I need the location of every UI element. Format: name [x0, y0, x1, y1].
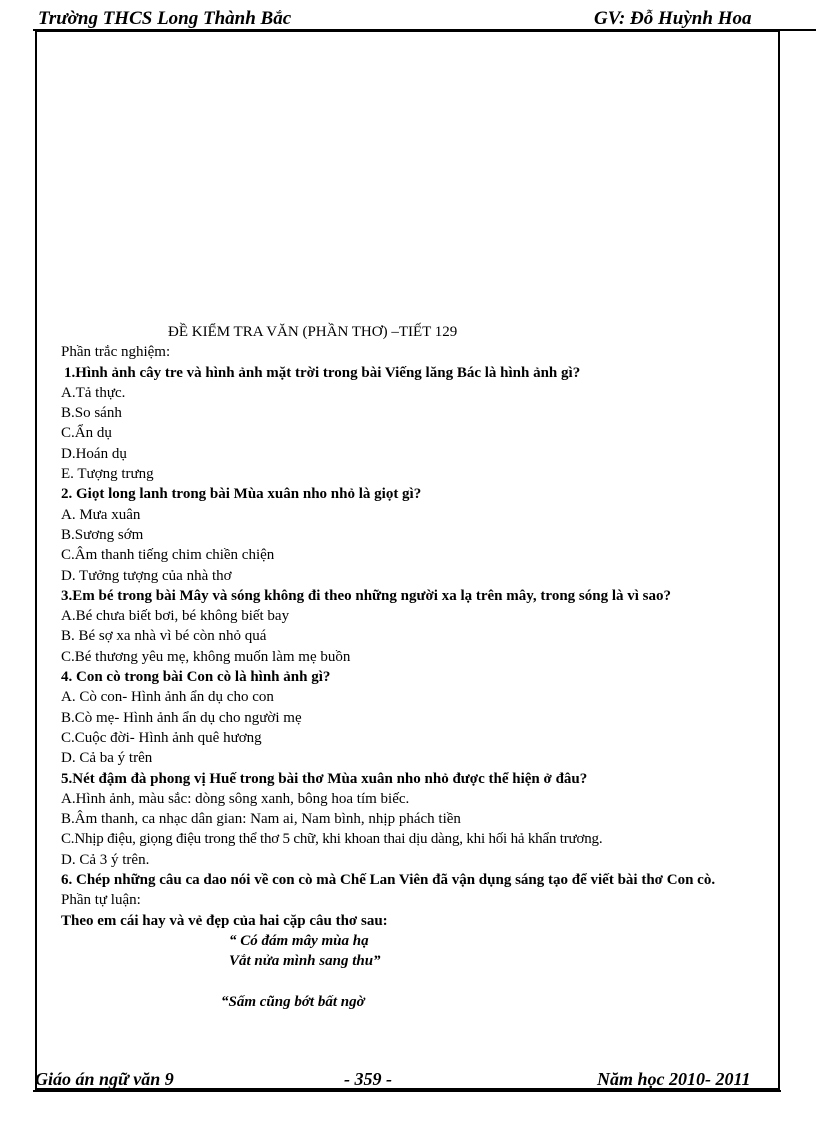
- mc-section-heading: Phần trắc nghiệm:: [61, 344, 171, 361]
- q1-option-b: B.So sánh: [61, 405, 122, 422]
- question-4: 4. Con cò trong bài Con cò là hình ảnh gì?: [61, 669, 331, 686]
- footer-rule: [33, 1090, 781, 1092]
- poem-line-3: “Sấm cũng bớt bất ngờ: [221, 993, 365, 1010]
- q4-option-b: B.Cò mẹ- Hình ảnh ẩn dụ cho người mẹ: [61, 709, 302, 726]
- question-3: 3.Em bé trong bài Mây và sóng không đi theo những người xa lạ trên mây, trong sóng là vì sao?: [61, 587, 672, 604]
- exam-title: ĐỀ KIỂM TRA VĂN (PHẦN THƠ) –TIẾT 129: [168, 324, 458, 340]
- q5-option-d: D. Cả 3 ý trên.: [61, 851, 150, 868]
- footer-lesson-plan: Giáo án ngữ văn 9: [35, 1069, 174, 1089]
- q2-option-d: D. Tưởng tượng của nhà thơ: [61, 567, 232, 584]
- q2-option-c: C.Âm thanh tiếng chim chiền chiện: [61, 547, 275, 564]
- q1-option-d: D.Hoán dụ: [61, 445, 127, 462]
- footer-page-number: - 359 -: [344, 1069, 392, 1089]
- q5-option-a: A.Hình ảnh, màu sắc: dòng sông xanh, bông hoa tím biếc.: [61, 790, 410, 807]
- question-6: 6. Chép những câu ca dao nói về con cò mà Chế Lan Viên đã vận dụng sáng tạo để viết bài thơ Con cò.: [61, 872, 716, 889]
- essay-section-heading: Phần tự luận:: [61, 892, 141, 909]
- q3-option-c: C.Bé thương yêu mẹ, không muốn làm mẹ buồn: [61, 648, 351, 665]
- q5-option-b: B.Âm thanh, ca nhạc dân gian: Nam ai, Nam bình, nhịp phách tiền: [61, 811, 461, 828]
- footer-school-year: Năm học 2010- 2011: [597, 1069, 751, 1089]
- question-5: 5.Nét đậm đà phong vị Huế trong bài thơ Mùa xuân nho nhỏ được thể hiện ở đâu?: [61, 770, 588, 787]
- poem-spacer: [61, 972, 773, 992]
- exam-content: [61, 322, 773, 1012]
- q4-option-a: A. Cò con- Hình ảnh ẩn dụ cho con: [61, 689, 274, 706]
- q4-option-c: C.Cuộc đời- Hình ảnh quê hương: [61, 729, 262, 746]
- poem-line-1: “ Có đám mây mùa hạ: [229, 932, 369, 949]
- school-name: Trường THCS Long Thành Bắc: [38, 8, 292, 29]
- q5-option-c: C.Nhịp điệu, giọng điệu trong thể thơ 5 chữ, khi khoan thai dịu dàng, khi hối hả khẩn trương.: [61, 831, 603, 848]
- q1-option-c: C.Ẩn dụ: [61, 425, 112, 442]
- q3-option-a: A.Bé chưa biết bơi, bé không biết bay: [61, 608, 290, 625]
- poem-line-2: Vắt nửa mình sang thu”: [229, 953, 381, 970]
- q2-option-b: B.Sương sớm: [61, 526, 144, 543]
- essay-prompt: Theo em cái hay và vẻ đẹp của hai cặp câu thơ sau:: [61, 912, 388, 929]
- q4-option-d: D. Cả ba ý trên: [61, 750, 153, 767]
- question-2: 2. Giọt long lanh trong bài Mùa xuân nho nhỏ là giọt gì?: [61, 486, 422, 503]
- q2-option-a: A. Mưa xuân: [61, 506, 141, 523]
- teacher-name: GV: Đỗ Huỳnh Hoa: [594, 8, 752, 29]
- q1-option-a: A.Tả thực.: [61, 384, 126, 401]
- q3-option-b: B. Bé sợ xa nhà vì bé còn nhỏ quá: [61, 628, 267, 645]
- header-rule: [33, 29, 816, 31]
- question-1: 1.Hình ảnh cây tre và hình ảnh mặt trời trong bài Viếng lăng Bác là hình ảnh gì?: [64, 364, 581, 381]
- q1-option-e: E. Tượng trưng: [61, 466, 154, 483]
